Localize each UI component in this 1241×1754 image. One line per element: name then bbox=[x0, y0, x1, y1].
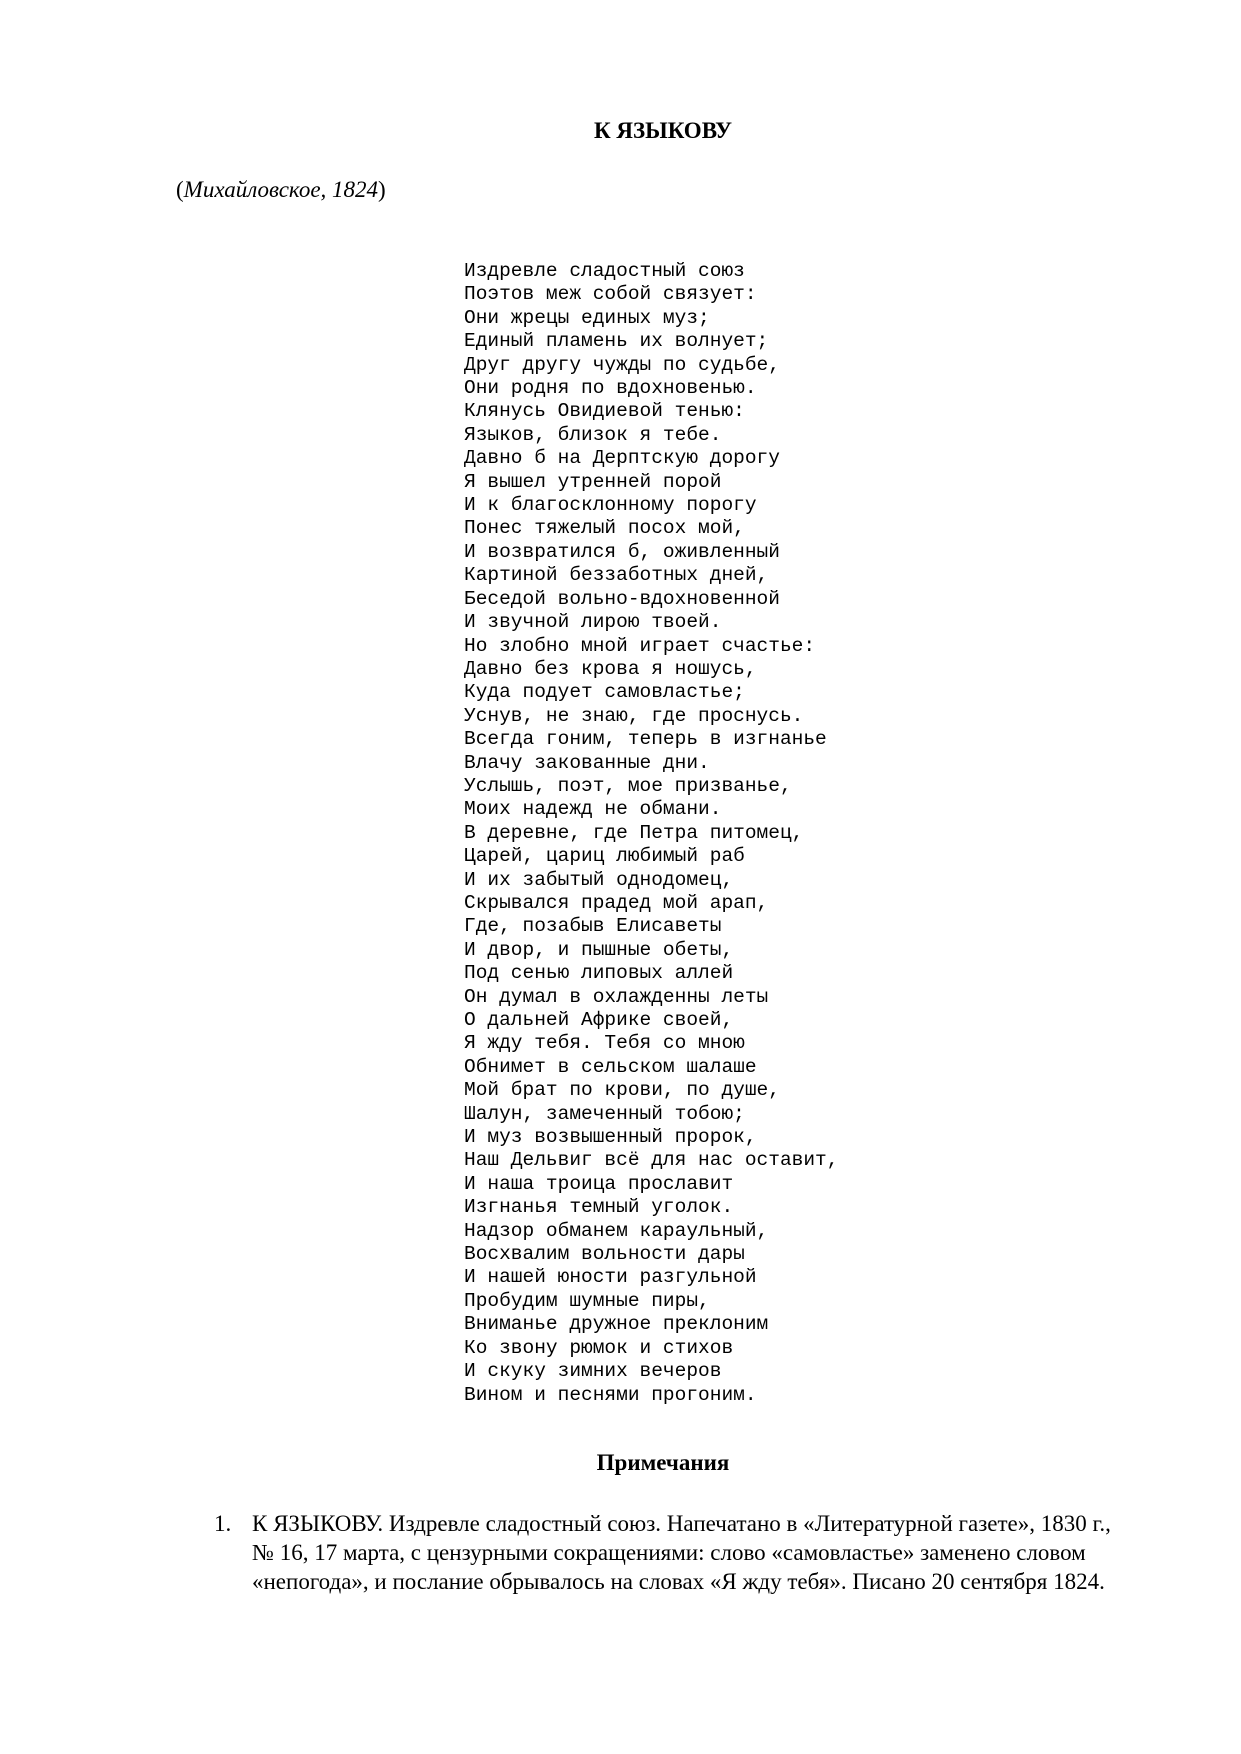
poem-line: Но злобно мной играет счастье: bbox=[464, 634, 816, 657]
poem-line: Друг другу чужды по судьбе, bbox=[464, 353, 780, 376]
poem-line: Изгнанья темный уголок. bbox=[464, 1196, 734, 1219]
poem-line: Восхвалим вольности дары bbox=[464, 1243, 745, 1266]
poem-line: Под сенью липовых аллей bbox=[464, 962, 734, 985]
place-date-subtitle bbox=[176, 175, 386, 205]
poem-line: Обнимет в сельском шалаше bbox=[464, 1055, 757, 1078]
poem-line: Наш Дельвиг всё для нас оставит, bbox=[464, 1149, 839, 1172]
poem-line: И муз возвышенный пророк, bbox=[464, 1126, 757, 1149]
poem-line: Клянусь Овидиевой тенью: bbox=[464, 400, 745, 423]
subtitle-open-paren: ( bbox=[176, 177, 184, 202]
poem-line: Где, позабыв Елисаветы bbox=[464, 915, 722, 938]
poem-line: Понес тяжелый посох мой, bbox=[464, 517, 745, 540]
poem-line: Единый пламень их волнует; bbox=[464, 330, 769, 353]
poem-line: Я жду тебя. Тебя со мною bbox=[464, 1032, 745, 1055]
poem-line: Всегда гоним, теперь в изгнанье bbox=[464, 728, 827, 751]
poem-line: О дальней Африке своей, bbox=[464, 1009, 734, 1031]
poem-line: И нашей юности разгульной bbox=[464, 1266, 757, 1289]
poem-line: Царей, цариц любимый раб bbox=[464, 845, 745, 868]
subtitle-close-paren: ) bbox=[378, 177, 386, 202]
poem-line: Картиной беззаботных дней, bbox=[464, 564, 769, 587]
poem-line: Ко звону рюмок и стихов bbox=[464, 1336, 734, 1359]
notes-heading: Примечания bbox=[596, 1450, 730, 1475]
poem-line: И к благосклонному порогу bbox=[464, 494, 757, 517]
poem-line: Издревле сладостный союз bbox=[464, 260, 745, 282]
poem-line: Вином и песнями прогоним. bbox=[464, 1383, 757, 1406]
poem-line: В деревне, где Петра питомец, bbox=[464, 821, 804, 844]
poem-line: Куда подует самовластье; bbox=[464, 681, 745, 704]
poem-line: И возвратился б, оживленный bbox=[464, 540, 780, 563]
poem-line: И двор, и пышные обеты, bbox=[464, 938, 734, 961]
poem-line: Мой брат по крови, по душе, bbox=[464, 1079, 780, 1102]
poem-line: Языков, близок я тебе. bbox=[464, 423, 722, 446]
poem-body bbox=[464, 260, 838, 1407]
poem-line: Пробудим шумные пиры, bbox=[464, 1289, 710, 1312]
page-title: К ЯЗЫКОВУ bbox=[593, 118, 733, 143]
note-item bbox=[214, 1509, 1134, 1596]
poem-line: Он думал в охлажденны леты bbox=[464, 985, 769, 1008]
poem-line: И звучной лирою твоей. bbox=[464, 611, 722, 634]
poem-line: Уснув, не знаю, где проснусь. bbox=[464, 704, 804, 727]
poem-line: Моих надежд не обмани. bbox=[464, 798, 722, 821]
poem-line: И их забытый однодомец, bbox=[464, 868, 734, 891]
poem-line: Влачу закованные дни. bbox=[464, 751, 710, 774]
note-text: К ЯЗЫКОВУ. Издревле сладостный союз. Напечатано в «Литературной газете», 1830 г., № 16, 17 марта, с цензурными сокращениями: слово «самовластье» заменено словом «непогода», и послание обрывалось на словах «Я жду тебя». Писано 20 сентября 1824. bbox=[252, 1511, 1111, 1594]
poem-line: И скуку зимних вечеров bbox=[464, 1360, 722, 1383]
poem-line: Вниманье дружное преклоним bbox=[464, 1313, 769, 1336]
poem-line: И наша троица прославит bbox=[464, 1172, 734, 1195]
note-number: 1. bbox=[214, 1511, 232, 1536]
poem-line: Я вышел утренней порой bbox=[464, 470, 722, 493]
poem-line: Давно без крова я ношусь, bbox=[464, 657, 757, 680]
notes-list bbox=[214, 1509, 1134, 1596]
poem-line: Надзор обманем караульный, bbox=[464, 1219, 769, 1242]
poem-line: Беседой вольно-вдохновенной bbox=[464, 587, 780, 610]
subtitle-text: Михайловское, 1824 bbox=[183, 177, 379, 202]
poem-line: Они жрецы единых муз; bbox=[464, 306, 710, 329]
poem-line: Поэтов меж собой связует: bbox=[464, 283, 757, 306]
poem-line: Шалун, замеченный тобою; bbox=[464, 1102, 745, 1125]
poem-line: Скрывался прадед мой арап, bbox=[464, 891, 769, 914]
poem-line: Давно б на Дерптскую дорогу bbox=[464, 447, 780, 470]
poem-line: Услышь, поэт, мое призванье, bbox=[464, 774, 792, 797]
poem-line: Они родня по вдохновенью. bbox=[464, 377, 757, 400]
